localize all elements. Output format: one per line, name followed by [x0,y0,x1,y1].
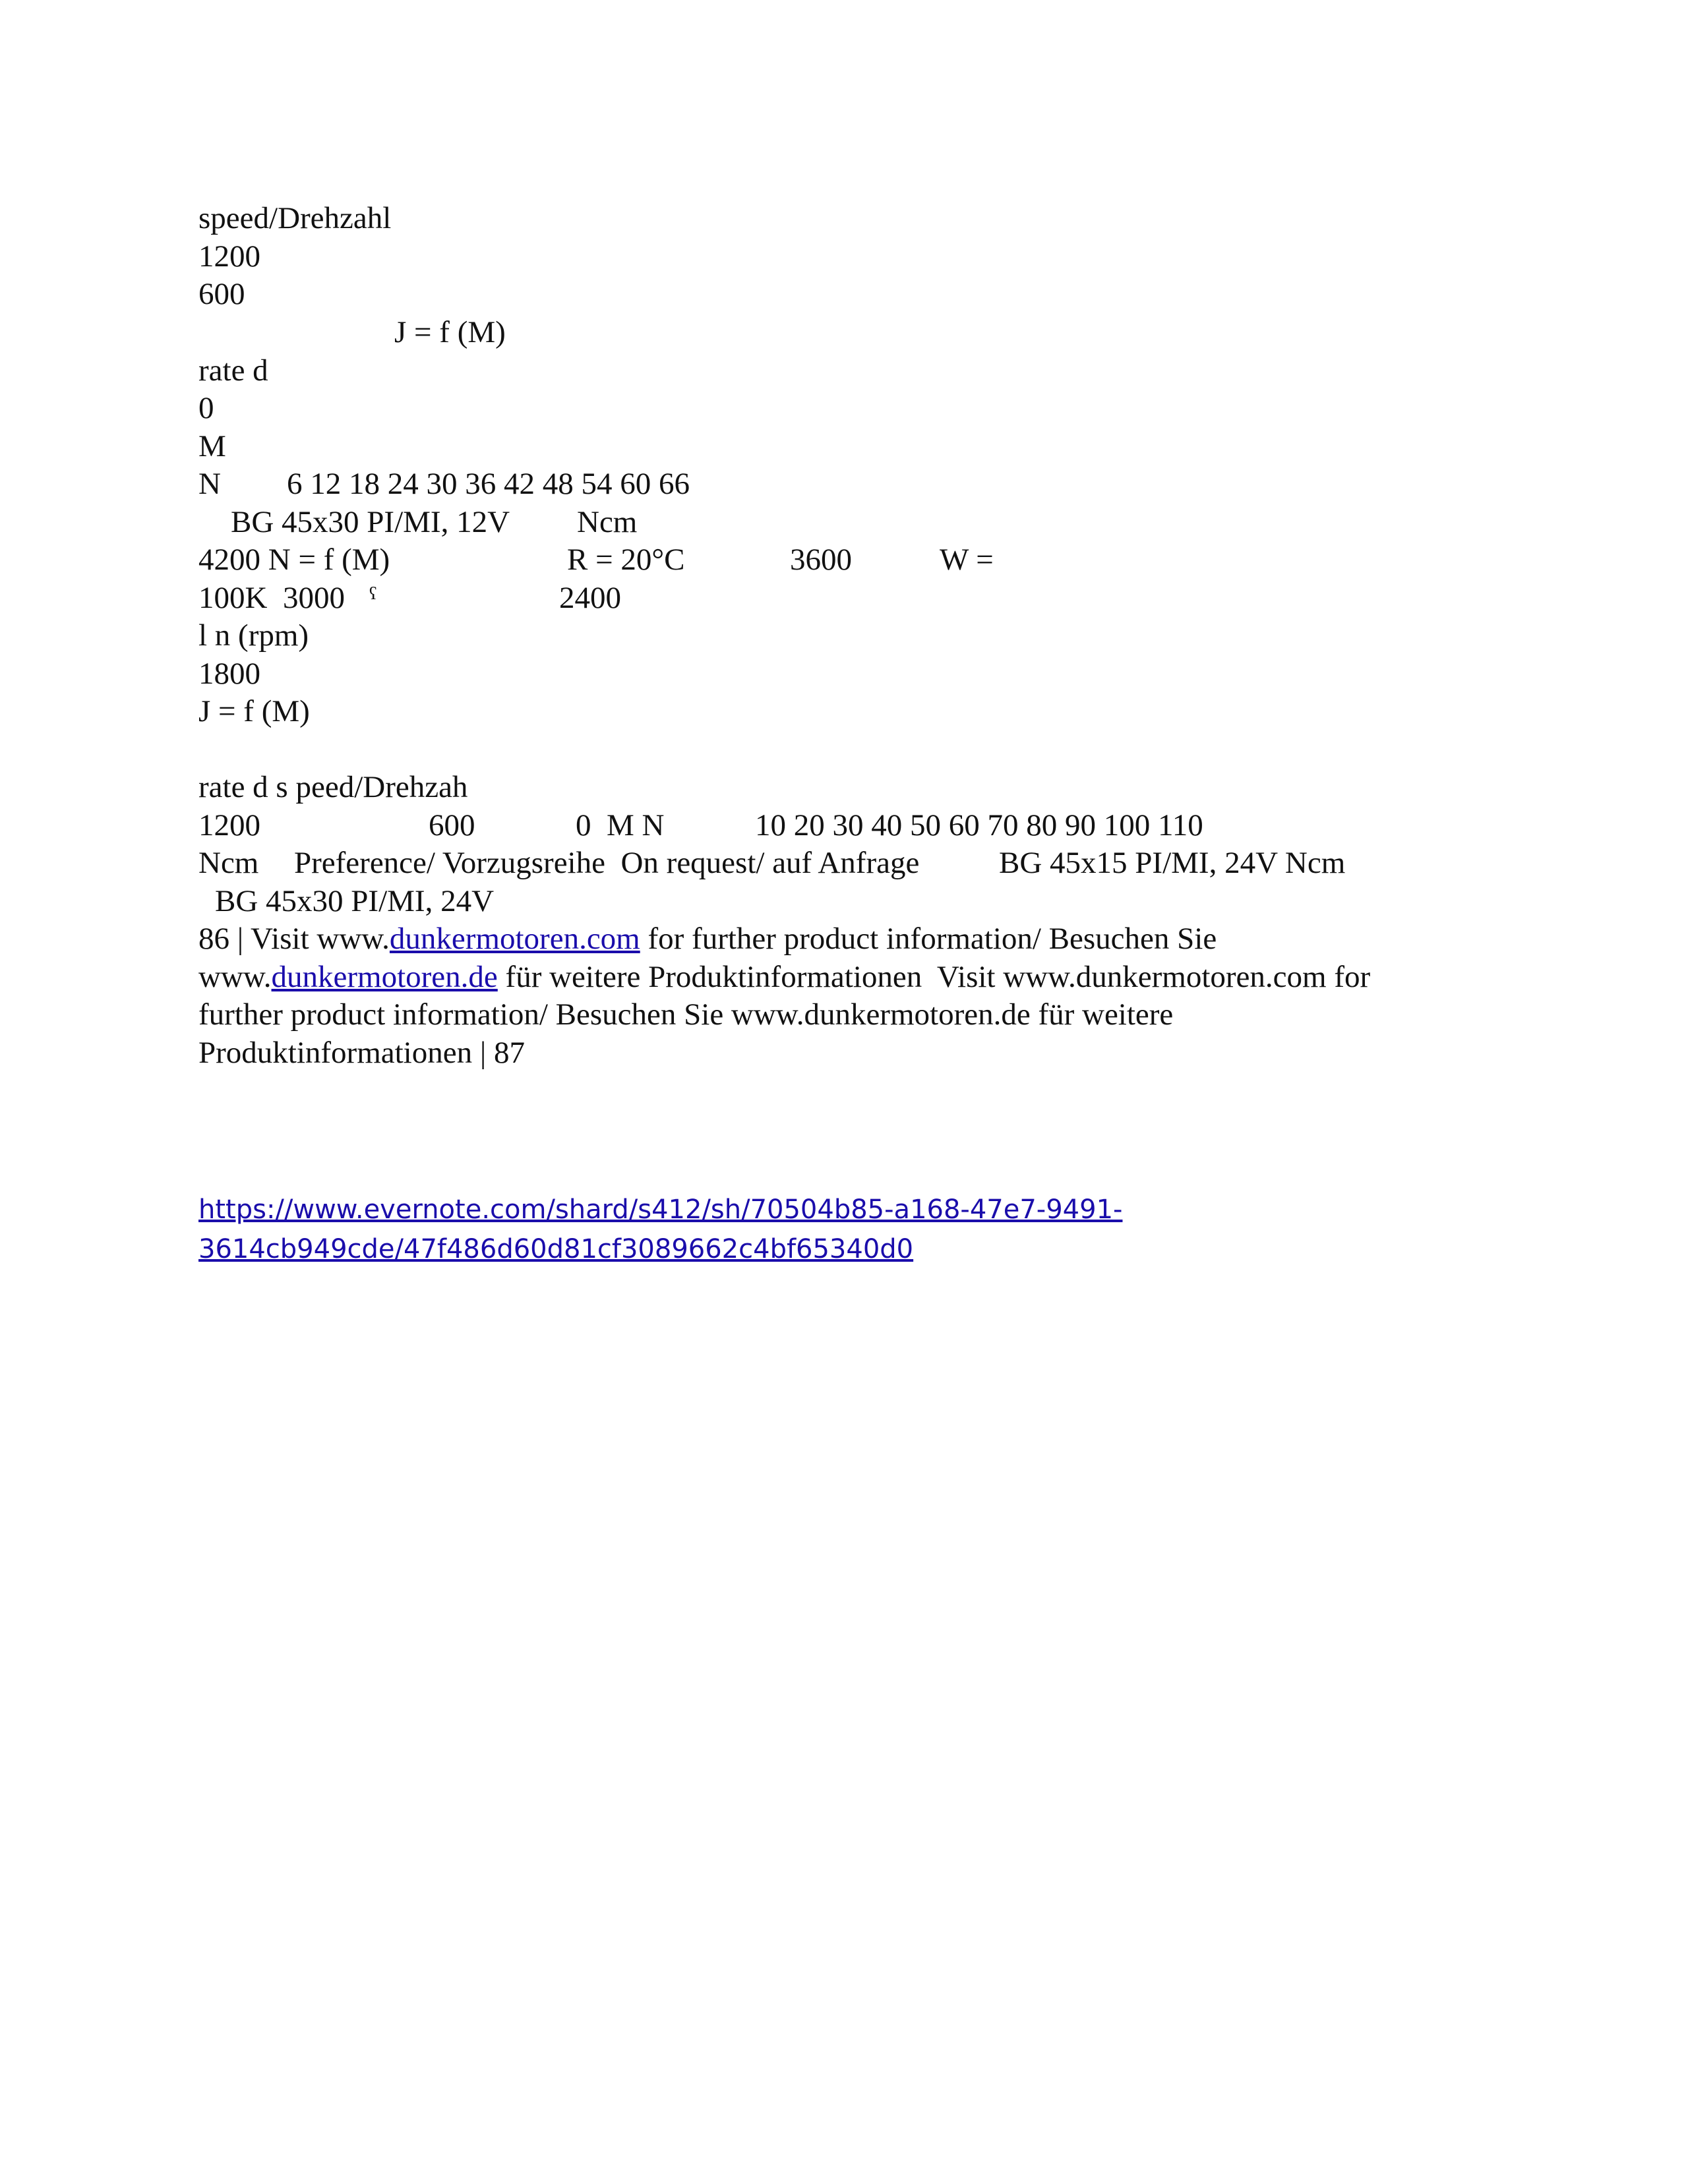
text-line: Produktinformationen | 87 [198,1036,526,1070]
text-line: 0 [198,391,214,425]
text-segment: BG 45x30 PI/MI, 12V [231,505,510,539]
dunkermotoren-de-link[interactable]: dunkermotoren.de [271,960,498,994]
text-line: l n (rpm) [198,618,309,653]
text-segment: Ncm [198,846,259,880]
text-segment: 3600 [790,543,852,577]
text-line: further product information/ Besuchen Sie www.dunkermotoren.de für weitere [198,997,1174,1032]
text-segment: BG 45x15 PI/MI, 24V Ncm [999,846,1346,880]
text-line: M [198,429,226,463]
text-segment: 100K 3000 [198,581,345,615]
text-line: 1200 [198,239,260,274]
text-segment: 1200 [198,808,260,842]
text-segment: 4200 N = f (M) [198,543,390,577]
text-line [198,920,1217,958]
text-line: 1800 [198,657,260,691]
text-segment: N [198,467,221,501]
evernote-url-link[interactable]: https://www.evernote.com/shard/s412/sh/70504b85-a168-47e7-9491- [198,1195,1123,1225]
text-line: J = f (M) [198,694,310,728]
text-line: rate d [198,353,268,388]
text-segment: 0 M N [576,808,665,842]
text-line [198,958,1370,996]
text-line: rate d s peed/Drehzah [198,770,468,804]
text-segment: 10 20 30 40 50 60 70 80 90 100 110 [755,808,1203,842]
text-segment: 600 [429,808,475,842]
text-segment: W = [940,543,994,577]
text-line: BG 45x30 PI/MI, 24V [215,884,495,918]
text-segment: 86 | Visit www. [198,922,390,956]
text-segment: Ncm [577,505,638,539]
text-segment: Preference/ Vorzugsreihe On request/ auf Anfrage [294,846,920,880]
text-segment: for further product information/ Besuchen Sie [640,922,1217,956]
text-line: speed/Drehzahl [198,201,392,235]
text-segment: www. [198,960,272,994]
text-segment: für weitere Produktinformationen Visit www.dunkermotoren.com for [497,960,1371,994]
text-line: J = f (M) [394,315,506,349]
text-line: 600 [198,277,245,311]
text-segment: 6 12 18 24 30 36 42 48 54 60 66 [287,467,690,501]
evernote-url-link-continued[interactable]: 3614cb949cde/47f486d60d81cf3089662c4bf65340d0 [198,1234,914,1264]
superscript-mark: ʕ [369,584,377,603]
text-segment: 2400 [559,581,621,615]
text-segment: R = 20°C [567,543,685,577]
dunkermotoren-com-link[interactable]: dunkermotoren.com [389,922,640,956]
